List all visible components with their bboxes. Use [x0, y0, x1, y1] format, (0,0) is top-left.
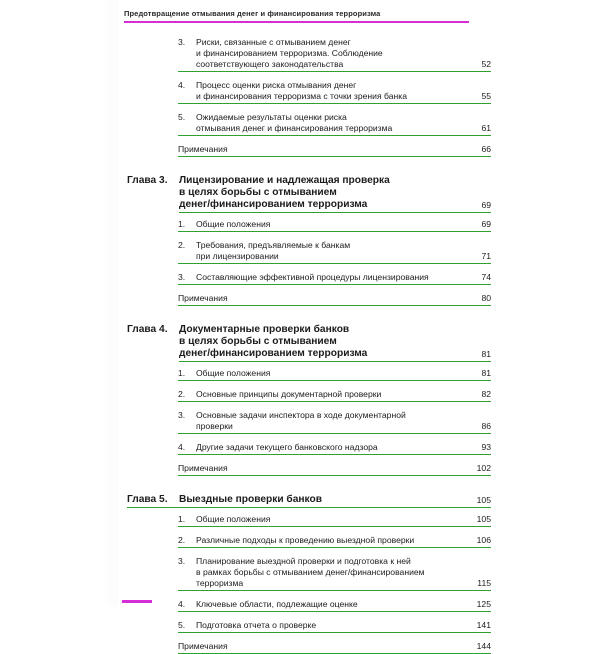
item-leader-rule — [178, 433, 491, 434]
notes-label: Примечания — [178, 144, 228, 154]
chapter-title-line: Лицензирование и надлежащая проверка — [179, 175, 390, 186]
item-page-number[interactable]: 125 — [476, 599, 491, 609]
item-number: 1. — [178, 514, 186, 524]
item-leader-rule — [178, 103, 491, 104]
item-title-line: при лицензировании — [196, 251, 279, 261]
item-title-line: Различные подходы к проведению выездной проверки — [196, 535, 415, 545]
item-title-line: Основные задачи инспектора в ходе документарной — [196, 410, 406, 420]
chapter-title-line: Документарные проверки банков — [179, 324, 350, 335]
item-number: 5. — [178, 112, 186, 122]
item-leader-rule — [178, 454, 491, 455]
chapter-leader-rule — [127, 507, 491, 508]
item-number: 4. — [178, 442, 186, 452]
chapter-title-line: в целях борьбы с отмыванием — [179, 336, 337, 347]
chapter-page-number[interactable]: 105 — [476, 495, 491, 505]
item-leader-rule — [178, 71, 491, 72]
item-leader-rule — [178, 590, 491, 591]
item-leader-rule — [178, 284, 491, 285]
item-title-line: соответствующего законодательства — [196, 59, 344, 69]
item-page-number[interactable]: 115 — [477, 578, 491, 588]
notes-leader-rule — [178, 475, 491, 476]
item-number: 2. — [178, 389, 186, 399]
item-number: 5. — [178, 620, 186, 630]
item-leader-rule — [178, 263, 491, 264]
item-title-line: проверки — [196, 421, 233, 431]
item-title-line: Требования, предъявляемые к банкам — [196, 240, 351, 250]
item-title-line: Риски, связанные с отмыванием денег — [196, 37, 351, 47]
item-title-line: Процесс оценки риска отмывания денег — [196, 80, 357, 90]
item-page-number[interactable]: 81 — [481, 368, 491, 378]
item-title-line: отмывания денег и финансирования терроризма — [196, 123, 393, 133]
notes-label: Примечания — [178, 463, 228, 473]
notes-page-number[interactable]: 66 — [481, 144, 491, 154]
item-title-line: Другие задачи текущего банковского надзора — [196, 442, 378, 452]
item-number: 2. — [178, 535, 186, 545]
chapter-page-number[interactable]: 69 — [481, 200, 491, 210]
item-title-line: терроризма — [196, 578, 244, 588]
item-page-number[interactable]: 141 — [476, 620, 491, 630]
item-number: 3. — [178, 37, 186, 47]
chapter-leader-rule — [179, 361, 491, 362]
item-title-line: Составляющие эффективной процедуры лицензирования — [196, 272, 429, 282]
item-leader-rule — [178, 632, 491, 633]
item-number: 1. — [178, 219, 186, 229]
chapter-title-line: денег/финансированием терроризма — [179, 199, 368, 210]
item-page-number[interactable]: 61 — [481, 123, 491, 133]
item-number: 3. — [178, 556, 186, 566]
item-title-line: и финансирования терроризма с точки зрения банка — [196, 91, 407, 101]
running-head: Предотвращение отмывания денег и финансирования терроризма — [124, 9, 381, 18]
notes-page-number[interactable]: 102 — [476, 463, 491, 473]
item-leader-rule — [178, 526, 491, 527]
item-page-number[interactable]: 69 — [481, 219, 491, 229]
item-page-number[interactable]: 55 — [481, 91, 491, 101]
chapter-title-line: в целях борьбы с отмыванием — [179, 187, 337, 198]
item-leader-rule — [178, 231, 491, 232]
item-title-line: Общие положения — [196, 514, 271, 524]
chapter-label: Глава 5. — [127, 494, 168, 505]
item-title-line: Общие положения — [196, 368, 271, 378]
chapter-title-line: денег/финансированием терроризма — [179, 348, 368, 359]
notes-page-number[interactable]: 80 — [481, 293, 491, 303]
chapter-label: Глава 4. — [127, 324, 168, 335]
item-page-number[interactable]: 106 — [476, 535, 491, 545]
item-number: 4. — [178, 80, 186, 90]
notes-label: Примечания — [178, 641, 228, 651]
notes-page-number[interactable]: 144 — [476, 641, 491, 651]
item-number: 1. — [178, 368, 186, 378]
item-page-number[interactable]: 71 — [481, 251, 491, 261]
item-title-line: Планирование выездной проверки и подготовка к ней — [196, 556, 411, 566]
item-title-line: и финансированием терроризма. Соблюдение — [196, 48, 383, 58]
footer-accent — [122, 600, 152, 603]
item-leader-rule — [178, 401, 491, 402]
item-page-number[interactable]: 82 — [481, 389, 491, 399]
item-page-number[interactable]: 52 — [481, 59, 491, 69]
notes-leader-rule — [178, 156, 491, 157]
item-leader-rule — [178, 380, 491, 381]
item-page-number[interactable]: 86 — [481, 421, 491, 431]
item-title-line: Общие положения — [196, 219, 271, 229]
chapter-leader-rule — [179, 212, 491, 213]
item-page-number[interactable]: 93 — [481, 442, 491, 452]
notes-leader-rule — [178, 305, 491, 306]
item-title-line: Ключевые области, подлежащие оценке — [196, 599, 358, 609]
item-leader-rule — [178, 547, 491, 548]
item-page-number[interactable]: 74 — [481, 272, 491, 282]
item-page-number[interactable]: 105 — [476, 514, 491, 524]
item-title-line: Подготовка отчета о проверке — [196, 620, 317, 630]
item-title-line: Основные принципы документарной проверки — [196, 389, 382, 399]
item-title-line: Ожидаемые результаты оценки риска — [196, 112, 347, 122]
item-leader-rule — [178, 611, 491, 612]
item-leader-rule — [178, 135, 491, 136]
item-number: 3. — [178, 410, 186, 420]
item-number: 4. — [178, 599, 186, 609]
notes-label: Примечания — [178, 293, 228, 303]
item-number: 2. — [178, 240, 186, 250]
item-number: 3. — [178, 272, 186, 282]
chapter-label: Глава 3. — [127, 175, 168, 186]
item-title-line: в рамках борьбы с отмыванием денег/финансированием — [196, 567, 425, 577]
chapter-page-number[interactable]: 81 — [481, 349, 491, 359]
chapter-title-line: Выездные проверки банков — [179, 494, 322, 505]
